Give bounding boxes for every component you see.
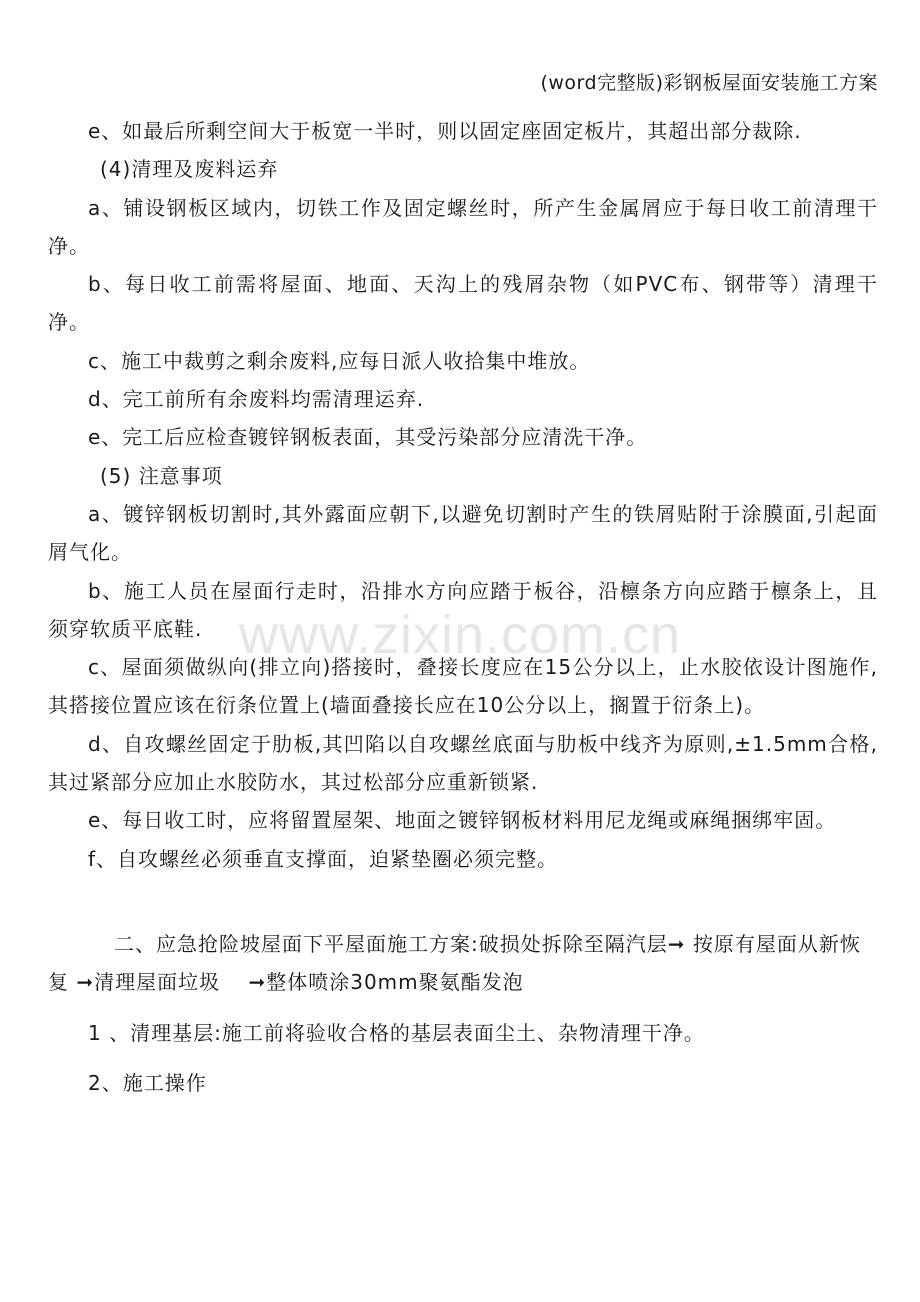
subheading-cleanup: (4)清理及废料运弃	[100, 157, 279, 182]
watermark: www.zixin.com.cn	[238, 605, 682, 665]
paragraph: f、自攻螺丝必须垂直支撑面，迫紧垫圈必须完整。	[88, 846, 559, 871]
paragraph: b、施工人员在屋面行走时，沿排水方向应踏于板谷，沿檩条方向应踏于檩条上，且须穿软质平底鞋.	[48, 578, 878, 641]
paragraph: d、完工前所有余废料均需清理运弃.	[88, 387, 425, 412]
paragraph: e、如最后所剩空间大于板宽一半时，则以固定座固定板片，其超出部分裁除.	[88, 119, 802, 143]
paragraph: a、镀锌钢板切割时,其外露面应朝下,以避免切割时产生的铁屑贴附于涂膜面,引起面屑气化。	[48, 501, 878, 565]
document-header: (word完整版)彩钢板屋面安装施工方案	[540, 72, 878, 94]
paragraph: e、完工后应检查镀锌钢板表面，其受污染部分应清洗干净。	[88, 425, 648, 450]
section-item: 1 、清理基层:施工前将验收合格的基层表面尘土、杂物清理干净。	[88, 1020, 705, 1045]
paragraph: a、铺设钢板区域内，切铁工作及固定螺丝时，所产生金属屑应于每日收工前清理干净。	[48, 195, 878, 258]
document-body	[48, 112, 878, 1102]
section-heading: 二、应急抢险坡屋面下平屋面施工方案:破损处拆除至隔汽层➞ 按原有屋面从新恢复 ➞清理屋面垃圾 ➞整体喷涂30mm聚氨酯发泡	[48, 931, 861, 995]
paragraph: b、每日收工前需将屋面、地面、天沟上的残屑杂物（如PVC布、钢带等）清理干净。	[48, 272, 878, 335]
paragraph: c、施工中裁剪之剩余废料,应每日派人收拾集中堆放。	[88, 348, 591, 373]
section-spacer	[48, 878, 878, 925]
subheading-notes: (5) 注意事项	[100, 463, 223, 488]
paragraph: e、每日收工时，应将留置屋架、地面之镀锌钢板材料用尼龙绳或麻绳捆绑牢固。	[88, 808, 837, 833]
section-item: 2、施工操作	[88, 1070, 207, 1095]
paragraph: d、自攻螺丝固定于肋板,其凹陷以自攻螺丝底面与肋板中线齐为原则,±1.5mm合格,其过紧部分应加止水胶防水，其过松部分应重新锁紧.	[48, 731, 878, 795]
paragraph: c、屋面须做纵向(排立向)搭接时，叠接长度应在15公分以上，止水胶依设计图施作,其搭接位置应该在衍条位置上(墙面叠接长应在10公分以上，搁置于衍条上)。	[48, 655, 878, 718]
